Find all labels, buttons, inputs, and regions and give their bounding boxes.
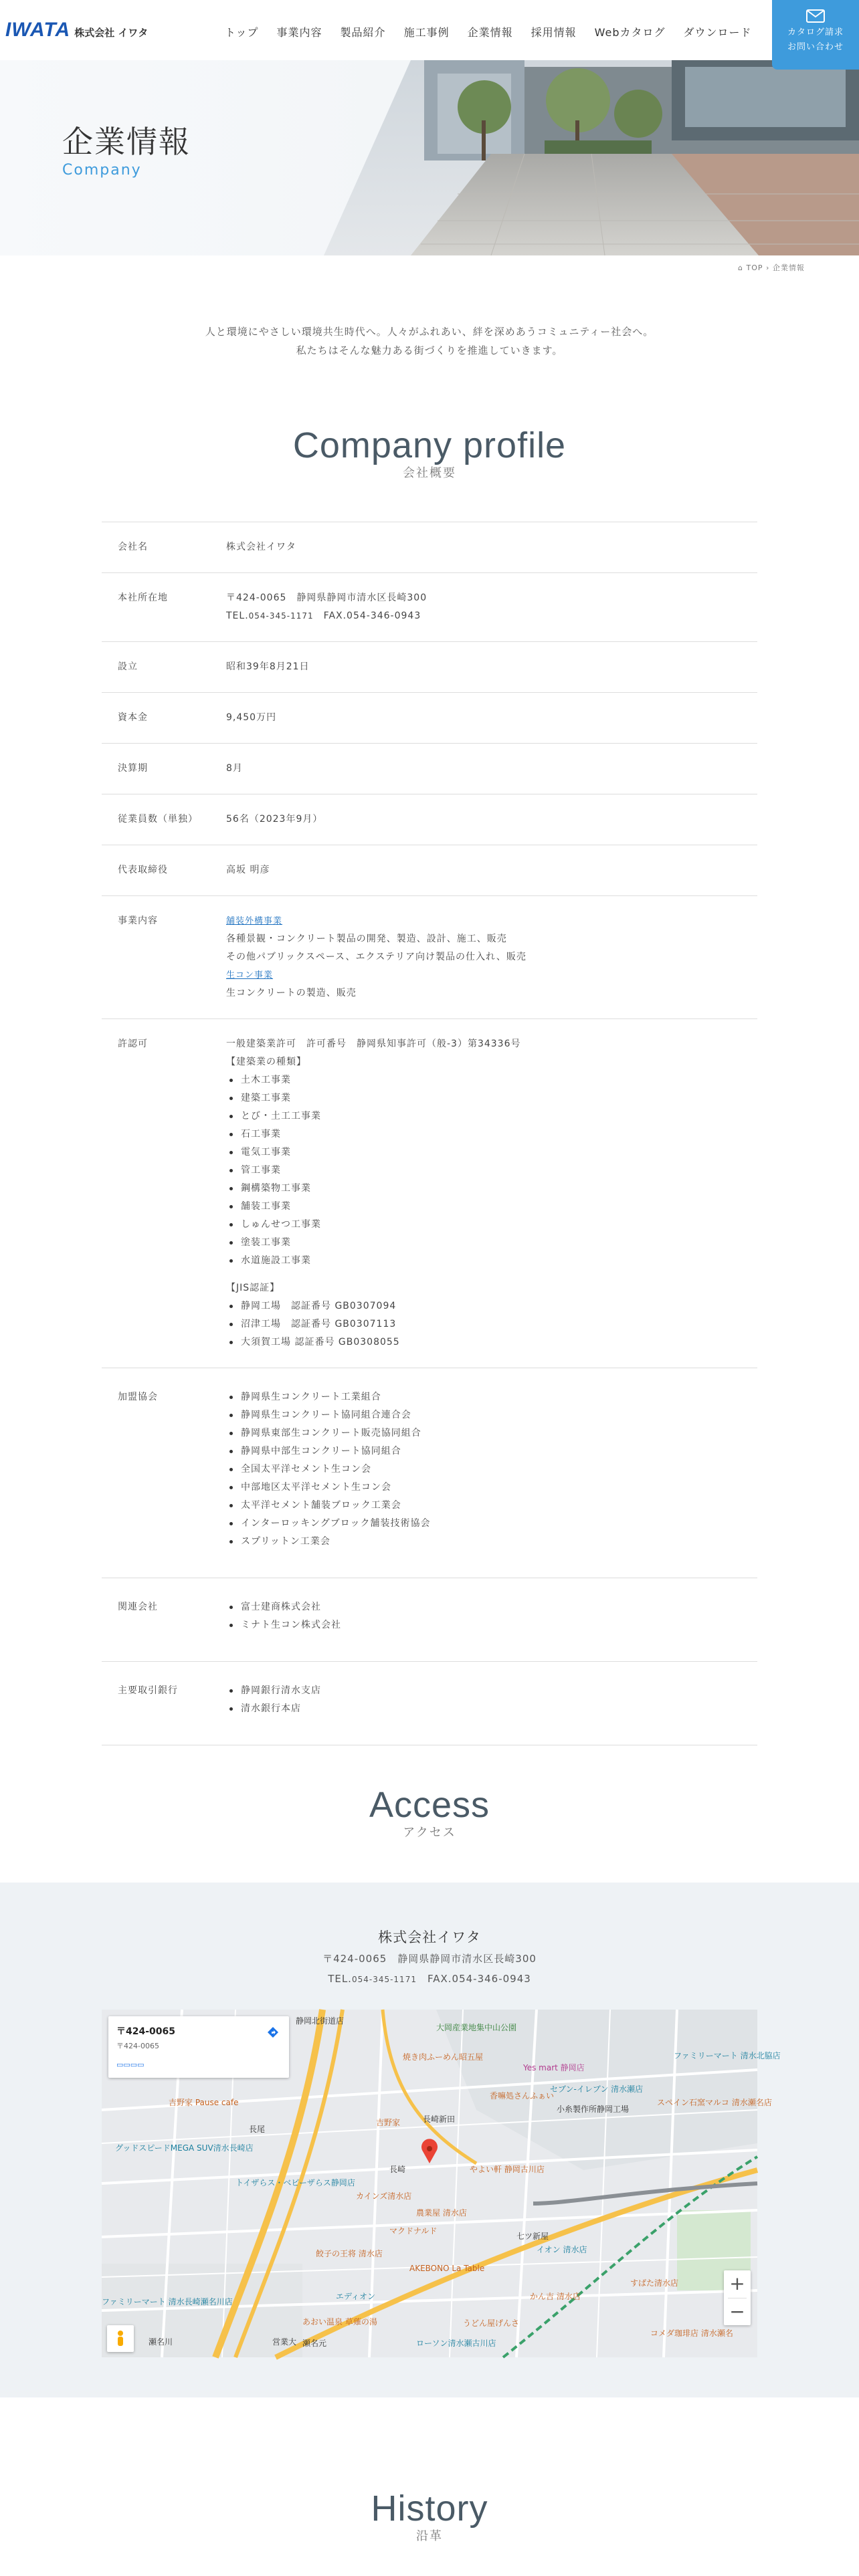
row-label: 決算期: [118, 763, 148, 774]
list-item: 全国太平洋セメント生コン会: [226, 1461, 757, 1479]
map-label: かん吉 清水店: [530, 2292, 581, 2301]
profile-row-name: [102, 522, 757, 573]
profile-row-employees: [102, 794, 757, 845]
row-value: 9,450万円: [226, 712, 277, 723]
row-label: 会社名: [118, 542, 148, 552]
map-label: 吉野家: [376, 2118, 401, 2127]
list-item: 石工事業: [226, 1125, 757, 1144]
ready-mix-business-link[interactable]: 生コン事業: [226, 970, 274, 980]
row-value: 株式会社イワタ: [226, 542, 296, 552]
list-item: 静岡県中部生コンクリート協同組合: [226, 1442, 757, 1461]
map-label: カインズ清水店: [356, 2191, 412, 2201]
zoom-out-button[interactable]: −: [729, 2300, 745, 2323]
address-line: 〒424-0065 静岡県静岡市清水区長崎300: [226, 593, 427, 603]
map-label: 香嘛処さんふぁい: [490, 2091, 555, 2101]
row-label: 従業員数（単独）: [118, 814, 198, 825]
logo-company-name: 株式会社 イワタ: [74, 27, 149, 39]
logo-mark: IWATA: [5, 19, 71, 41]
access-address: 〒424-0065 静岡県静岡市清水区長崎300: [322, 1953, 537, 1965]
global-nav: [225, 24, 770, 39]
map-label: AKEBONO La Table: [409, 2264, 485, 2273]
nav-company[interactable]: 企業情報: [467, 26, 513, 39]
mail-icon: [806, 9, 825, 23]
map-label: セブン-イレブン 清水瀬店: [550, 2084, 644, 2094]
map-label: 長尾: [249, 2125, 266, 2134]
profile-row-related: [102, 1578, 757, 1662]
row-label: 代表取締役: [118, 865, 168, 875]
jis-heading: 【JIS認証】: [226, 1283, 280, 1293]
list-item: しゅんせつ工事業: [226, 1216, 757, 1234]
site-logo[interactable]: [5, 19, 148, 41]
home-icon: ⌂: [738, 263, 747, 272]
list-item: 静岡県生コンクリート協同組合連合会: [226, 1406, 757, 1424]
catalog-contact-button[interactable]: [772, 0, 859, 70]
license-line: 一般建築業許可 許可番号 静岡県知事許可（般-3）第34336号: [226, 1039, 521, 1049]
map-label: すばた清水店: [630, 2278, 679, 2288]
associations-list: [226, 1388, 757, 1551]
row-value: 昭和39年8月21日: [226, 661, 310, 672]
access-heading-en: Access: [369, 1785, 490, 1825]
profile-row-fiscal: [102, 744, 757, 794]
row-label: 資本金: [118, 712, 148, 723]
nav-products[interactable]: 製品紹介: [340, 26, 386, 39]
list-item: 沼津工場 認証番号 GB0307113: [226, 1315, 757, 1333]
tel-prefix: TEL.: [328, 1973, 352, 1985]
jis-list: [226, 1297, 757, 1352]
row-label: 関連会社: [118, 1602, 158, 1612]
map-label: 農業屋 清水店: [416, 2208, 467, 2218]
map-label: Yes mart 静岡店: [523, 2063, 585, 2072]
map-label: 瀬名元: [302, 2339, 327, 2348]
tel-fax-line: [226, 607, 757, 625]
list-item: 富士建商株式会社: [226, 1598, 757, 1616]
nav-download[interactable]: ダウンロード: [683, 26, 752, 39]
map-label: 大岡産業地集中山公園: [436, 2023, 517, 2032]
page-subtitle: Company: [62, 162, 142, 179]
map-label: トイザらス・ベビーザらス静岡店: [235, 2178, 355, 2187]
directions-icon[interactable]: [266, 2026, 280, 2041]
site-header: [0, 0, 859, 60]
access-heading-ja: アクセス: [403, 1826, 456, 1840]
tel-prefix: TEL.: [226, 611, 249, 621]
map-label: 瀬名川: [149, 2337, 173, 2347]
map-label: 吉野家 Pause cafe: [169, 2098, 239, 2107]
map-label: あおい温泉 草薙の湯: [302, 2317, 377, 2327]
map-label: グッドスピードMEGA SUV清水長崎店: [115, 2143, 254, 2153]
company-profile-table: [102, 522, 757, 1745]
profile-heading-ja: 会社概要: [403, 466, 456, 480]
list-item: ミナト生コン株式会社: [226, 1616, 757, 1634]
map-label: 小糸製作所静岡工場: [557, 2105, 630, 2114]
street-view-pegman-icon[interactable]: [107, 2325, 134, 2352]
intro-text: [0, 322, 859, 360]
map-label: 営業大: [272, 2337, 297, 2347]
paving-business-link[interactable]: 舗装外構事業: [226, 916, 283, 926]
list-item: インターロッキングブロック舗装技術協会: [226, 1515, 757, 1533]
row-label: 許認可: [118, 1039, 148, 1049]
profile-row-founded: [102, 642, 757, 693]
map-label: ファミリーマート 清水北脇店: [674, 2051, 781, 2060]
larger-map-link[interactable]: ▭▭▭▭: [116, 2060, 145, 2069]
map-zoom-control: [724, 2270, 751, 2325]
row-label: 設立: [118, 661, 138, 672]
list-item: 塗装工事業: [226, 1234, 757, 1252]
row-label: 事業内容: [118, 916, 158, 926]
list-item: 静岡工場 認証番号 GB0307094: [226, 1297, 757, 1315]
map-label: 長崎: [389, 2165, 406, 2174]
list-item: 鋼構築物工事業: [226, 1180, 757, 1198]
list-item: 舗装工事業: [226, 1198, 757, 1216]
list-item: 建築工事業: [226, 1089, 757, 1107]
list-item: 静岡県生コンクリート工業組合: [226, 1388, 757, 1406]
map-label: 七ツ新屋: [516, 2232, 549, 2241]
profile-row-address: [102, 573, 757, 642]
row-value: 高坂 明彦: [226, 865, 270, 875]
row-value: 56名（2023年9月）: [226, 814, 323, 825]
map-label: ローソン清水瀬古川店: [416, 2339, 496, 2348]
map-label: 長崎新田: [423, 2115, 456, 2124]
map-label: コメダ珈琲店 清水瀬名: [650, 2329, 733, 2338]
nav-top[interactable]: トップ: [225, 26, 259, 39]
intro-line-2: 私たちはそんな魅力ある街づくりを推進していきます。: [296, 344, 563, 356]
list-item: とび・土工工事業: [226, 1107, 757, 1125]
tel-link[interactable]: 054-345-1171: [351, 1975, 417, 1984]
place-title: 〒424-0065: [116, 2026, 175, 2037]
banks-list: [226, 1682, 757, 1718]
history-heading: [0, 2488, 859, 2544]
map-place-card: [108, 2016, 289, 2078]
profile-heading: [0, 425, 859, 481]
profile-row-business: [102, 896, 757, 1019]
map-label: 焼き肉ふーめん昭五屋: [403, 2052, 484, 2062]
access-heading: [0, 1784, 859, 1840]
row-label: 主要取引銀行: [118, 1685, 178, 1696]
map-label: 餃子の王将 清水店: [316, 2249, 383, 2258]
row-value: 8月: [226, 763, 243, 774]
profile-heading-en: Company profile: [292, 425, 567, 465]
fax-number: FAX.054-346-0943: [427, 1973, 531, 1985]
page-hero: [0, 60, 859, 255]
access-tel-fax: [0, 1969, 859, 1990]
map-label: うどん屋げんさ: [463, 2319, 520, 2328]
license-heading: 【建築業の種類】: [226, 1057, 306, 1067]
cta-line-catalog: カタログ請求: [787, 27, 844, 37]
fax-number: FAX.054-346-0943: [323, 611, 421, 621]
list-item: スプリットン工業会: [226, 1533, 757, 1551]
map-label: イオン 清水店: [537, 2245, 587, 2254]
map-label: エディオン: [336, 2292, 376, 2301]
list-item: 静岡銀行清水支店: [226, 1682, 757, 1700]
list-item: 清水銀行本店: [226, 1700, 757, 1718]
google-map[interactable]: [102, 2010, 781, 2357]
profile-row-license: [102, 1019, 757, 1368]
list-item: 静岡県東部生コンクリート販売協同組合: [226, 1424, 757, 1442]
related-companies-list: [226, 1598, 757, 1634]
business-line: その他パブリックスペース、エクステリア向け製品の仕入れ、販売: [226, 952, 527, 962]
row-label: 加盟協会: [118, 1392, 158, 1402]
construction-types-list: [226, 1071, 757, 1270]
business-line: 各種景観・コンクリート製品の開発、製造、設計、施工、販売: [226, 934, 507, 944]
nav-works[interactable]: 施工事例: [403, 26, 450, 39]
tel-link[interactable]: 054-345-1171: [248, 611, 314, 621]
access-company-name: 株式会社イワタ: [378, 1929, 481, 1945]
list-item: 電気工事業: [226, 1144, 757, 1162]
place-address: 〒424-0065: [116, 2042, 159, 2050]
map-label: マクドナルド: [389, 2226, 438, 2236]
map-label: 静岡北街道店: [296, 2016, 345, 2026]
profile-row-capital: [102, 693, 757, 744]
list-item: 土木工事業: [226, 1071, 757, 1089]
page-title: 企業情報: [62, 124, 191, 160]
nav-web-catalog[interactable]: Webカタログ: [594, 26, 666, 39]
breadcrumb[interactable]: [738, 262, 805, 273]
history-heading-ja: 沿革: [416, 2529, 443, 2543]
list-item: 管工事業: [226, 1162, 757, 1180]
business-line: 生コンクリートの製造、販売: [226, 988, 357, 998]
list-item: 大須賀工場 認証番号 GB0308055: [226, 1333, 757, 1352]
row-label: 本社所在地: [118, 593, 168, 603]
map-label: ファミリーマート 清水長崎瀬名川店: [102, 2297, 233, 2306]
hero-photo: [324, 60, 859, 255]
list-item: 太平洋セメント舗装ブロック工業会: [226, 1497, 757, 1515]
map-label: やよい軒 静岡古川店: [470, 2165, 545, 2174]
map-label: スペイン石窯マルコ 清水瀬名店: [657, 2098, 772, 2107]
zoom-in-button[interactable]: +: [729, 2272, 745, 2294]
breadcrumb-text: TOP › 企業情報: [746, 263, 805, 272]
profile-row-banks: [102, 1662, 757, 1745]
nav-recruit[interactable]: 採用情報: [531, 26, 577, 39]
profile-row-ceo: [102, 845, 757, 896]
cta-line-contact: お問い合わせ: [787, 42, 844, 52]
list-item: 水道施設工事業: [226, 1252, 757, 1270]
intro-line-1: 人と環境にやさしい環境共生時代へ。人々がふれあい、絆を深めあうコミュニティー社会へ。: [205, 326, 654, 338]
nav-business[interactable]: 事業内容: [276, 26, 322, 39]
history-heading-en: History: [371, 2488, 488, 2529]
list-item: 中部地区太平洋セメント生コン会: [226, 1479, 757, 1497]
access-info: [0, 1926, 859, 1990]
profile-row-associations: [102, 1368, 757, 1578]
